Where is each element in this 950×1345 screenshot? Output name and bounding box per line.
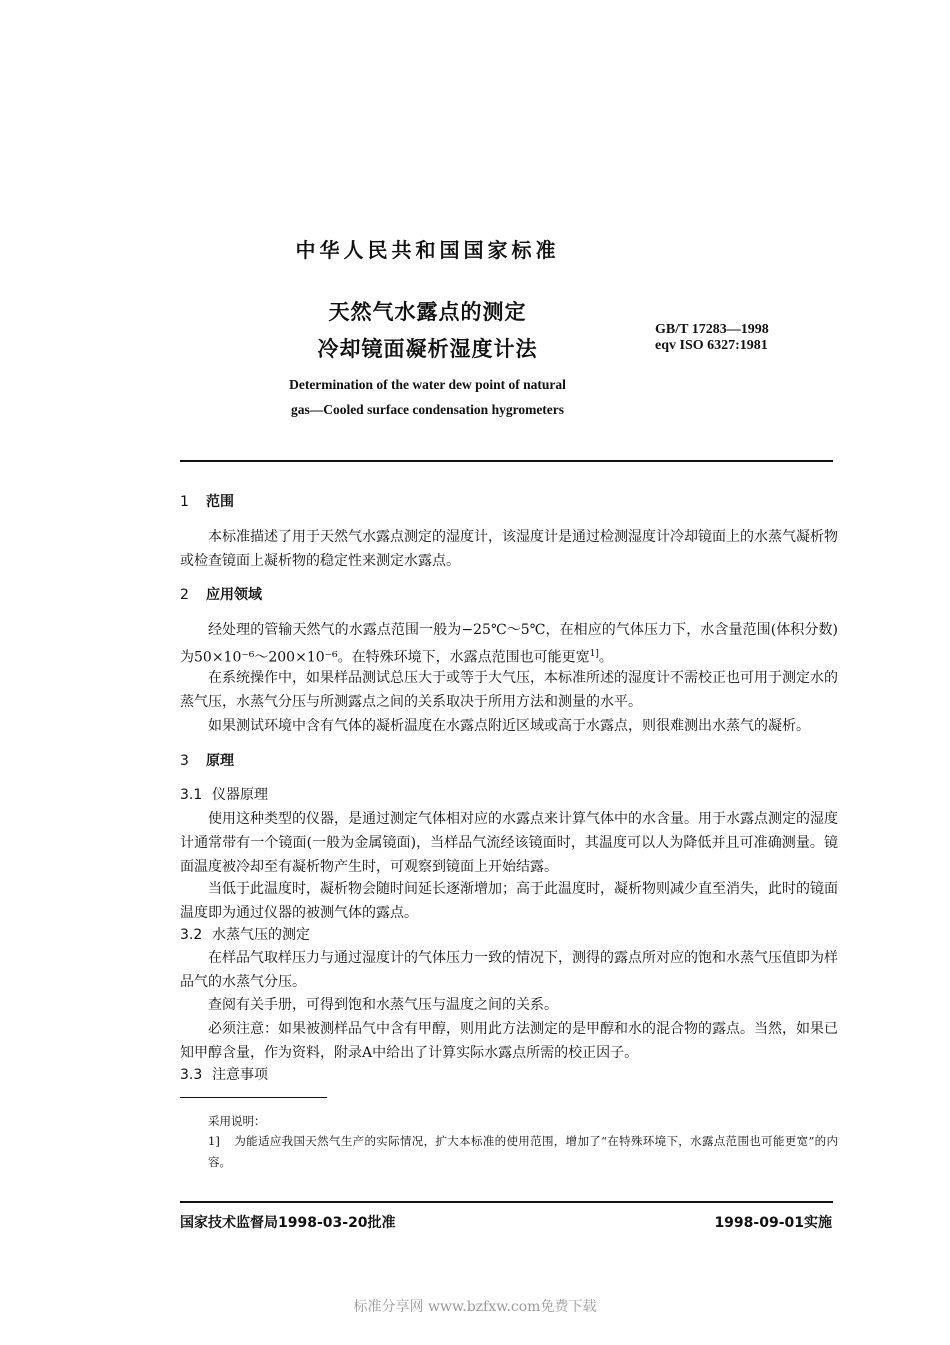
national-standard-heading: 中华人民共和国国家标准 [295,238,560,262]
paragraph-end: 。 [598,649,613,666]
paragraph-text: 经处理的管输天然气的水露点范围一般为−25℃～5℃，在相应的气体压力下，水含量范围(体积分数)为50×10⁻⁶～200×10⁻⁶。在特殊环境下，水露点范围也可能更宽 [180,622,838,666]
notes-heading: 采用说明： [208,1114,266,1128]
section-title: 应用领域 [206,587,262,603]
section-2-heading [180,584,262,604]
section-title: 范围 [206,494,234,510]
section-3-heading [180,750,234,770]
subsection-3-2-paragraph-2: 查阅有关手册，可得到饱和水蒸气压与温度之间的关系。 [208,997,558,1013]
footnote-ref[interactable]: 1] [589,649,599,659]
subsection-title: 水蒸气压的测定 [212,927,310,943]
subsection-title: 仪器原理 [212,787,268,803]
subsection-3-1-paragraph-1: 使用这种类型的仪器，是通过测定气体相对应的水露点来计算气体中的水含量。用于水露点测定的湿度计通常带有一个镜面(一般为金属镜面)，当样品气流经该镜面时，其温度可以人为降低并且可准确测量。镜面温度被冷却至有凝析物产生时，可观察到镜面上开始结露。 [180,811,838,875]
section-2-paragraph-3: 如果测试环境中含有气体的凝析温度在水露点附近区域或高于水露点，则很难测出水蒸气的凝析。 [208,718,810,734]
section-number: 3 [180,753,189,769]
header-divider [180,460,833,462]
subsection-3-1-heading [180,784,268,804]
standard-equivalence: eqv ISO 6327:1981 [655,338,768,353]
title-zh-line2: 冷却镜面凝析湿度计法 [317,337,538,361]
effective-date: 1998-09-01实施 [714,1215,832,1231]
note-marker: 1] [208,1134,220,1148]
note-1 [208,1131,838,1173]
subsection-3-2-paragraph-3: 必须注意：如果被测样品气中含有甲醇，则用此方法测定的是甲醇和水的混合物的露点。当然，如果已知甲醇含量，作为资料，附录A中给出了计算实际水露点所需的校正因子。 [180,1021,838,1061]
section-2-paragraph-2: 在系统操作中，如果样品测试总压大于或等于大气压，本标准所述的湿度计不需校正也可用于测定水的蒸气压，水蒸气分压与所测露点之间的关系取决于所用方法和测量的水平。 [180,670,838,710]
notes-divider [180,1097,327,1098]
note-text: 为能适应我国天然气生产的实际情况，扩大本标准的使用范围，增加了“在特殊环境下，水露点范围也可能更宽”的内容。 [208,1134,838,1169]
section-title: 原理 [206,753,234,769]
subsection-number: 3.3 [180,1067,203,1083]
section-2-paragraph-1 [180,618,838,670]
section-1-heading [180,491,234,511]
subsection-number: 3.1 [180,787,203,803]
section-number: 2 [180,587,189,603]
subsection-3-1-paragraph-2: 当低于此温度时，凝析物会随时间延长逐渐增加；高于此温度时，凝析物则减少直至消失，此时的镜面温度即为通过仪器的被测气体的露点。 [180,881,838,921]
title-zh-line1: 天然气水露点的测定 [328,300,527,324]
subsection-3-3-heading [180,1064,268,1084]
title-en-line1: Determination of the water dew point of natural [289,377,566,392]
subsection-3-2-heading [180,924,310,944]
footer-divider [180,1201,833,1203]
section-number: 1 [180,494,189,510]
subsection-3-2-paragraph-1: 在样品气取样压力与通过湿度计的气体压力一致的情况下，测得的露点所对应的饱和水蒸气压值即为样品气的水蒸气分压。 [180,950,838,990]
watermark: 标准分享网 www.bzfxw.com免费下载 [353,1299,597,1315]
approval-date: 国家技术监督局1998-03-20批准 [180,1215,396,1231]
subsection-number: 3.2 [180,927,203,943]
section-1-paragraph: 本标准描述了用于天然气水露点测定的湿度计，该湿度计是通过检测湿度计冷却镜面上的水蒸气凝析物或检查镜面上凝析物的稳定性来测定水露点。 [180,529,838,569]
standard-number: GB/T 17283—1998 [655,322,769,337]
subsection-title: 注意事项 [212,1067,268,1083]
title-en-line2: gas—Cooled surface condensation hygrometers [290,402,565,417]
